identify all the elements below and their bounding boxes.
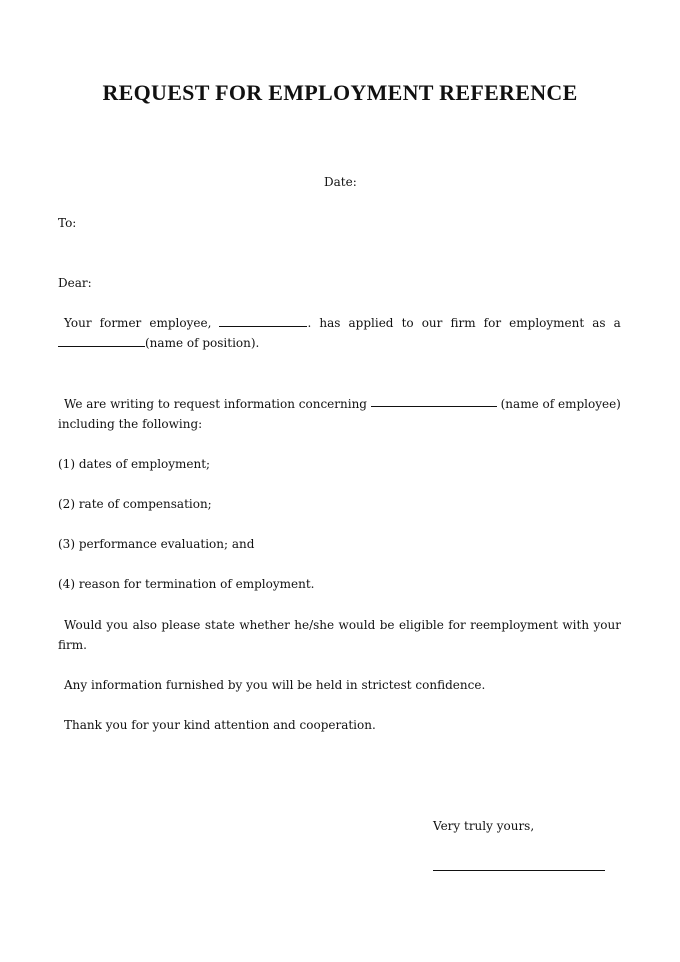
salutation: Dear: xyxy=(58,276,92,290)
employee-name-blank[interactable]: . xyxy=(219,313,311,333)
list-item: (3) performance evaluation; and xyxy=(58,537,255,551)
list-item: (4) reason for termination of employment. xyxy=(58,577,315,591)
signature-line[interactable] xyxy=(433,870,605,871)
position-blank[interactable] xyxy=(58,334,145,347)
paragraph-request xyxy=(58,394,621,434)
list-item: (2) rate of compensation; xyxy=(58,497,212,511)
date-label: Date: xyxy=(324,175,357,189)
paragraph-confidence: Any information furnished by you will be held in strictest confidence. xyxy=(64,678,486,692)
paragraph-thanks: Thank you for your kind attention and cooperation. xyxy=(64,718,376,732)
employee-name-blank-2[interactable] xyxy=(371,394,497,407)
paragraph-applicant-line1: Your former employee, . has applied to our firm for employment as a xyxy=(58,313,621,333)
paragraph-request-line1: We are writing to request information concerning (name of employee) xyxy=(58,394,621,414)
paragraph-reemployment-line2: firm. xyxy=(58,638,87,652)
paragraph-reemployment-line1: Would you also please state whether he/she would be eligible for reemployment with your xyxy=(64,618,621,632)
paragraph-applicant-line2: (name of position). xyxy=(58,333,621,353)
closing: Very truly yours, xyxy=(433,819,535,833)
paragraph-reemployment xyxy=(58,615,621,655)
paragraph-request-line2: including the following: xyxy=(58,417,203,431)
paragraph-applicant xyxy=(58,313,621,353)
document-title: REQUEST FOR EMPLOYMENT REFERENCE xyxy=(102,80,578,105)
list-item: (1) dates of employment; xyxy=(58,457,211,471)
to-label: To: xyxy=(58,216,77,230)
